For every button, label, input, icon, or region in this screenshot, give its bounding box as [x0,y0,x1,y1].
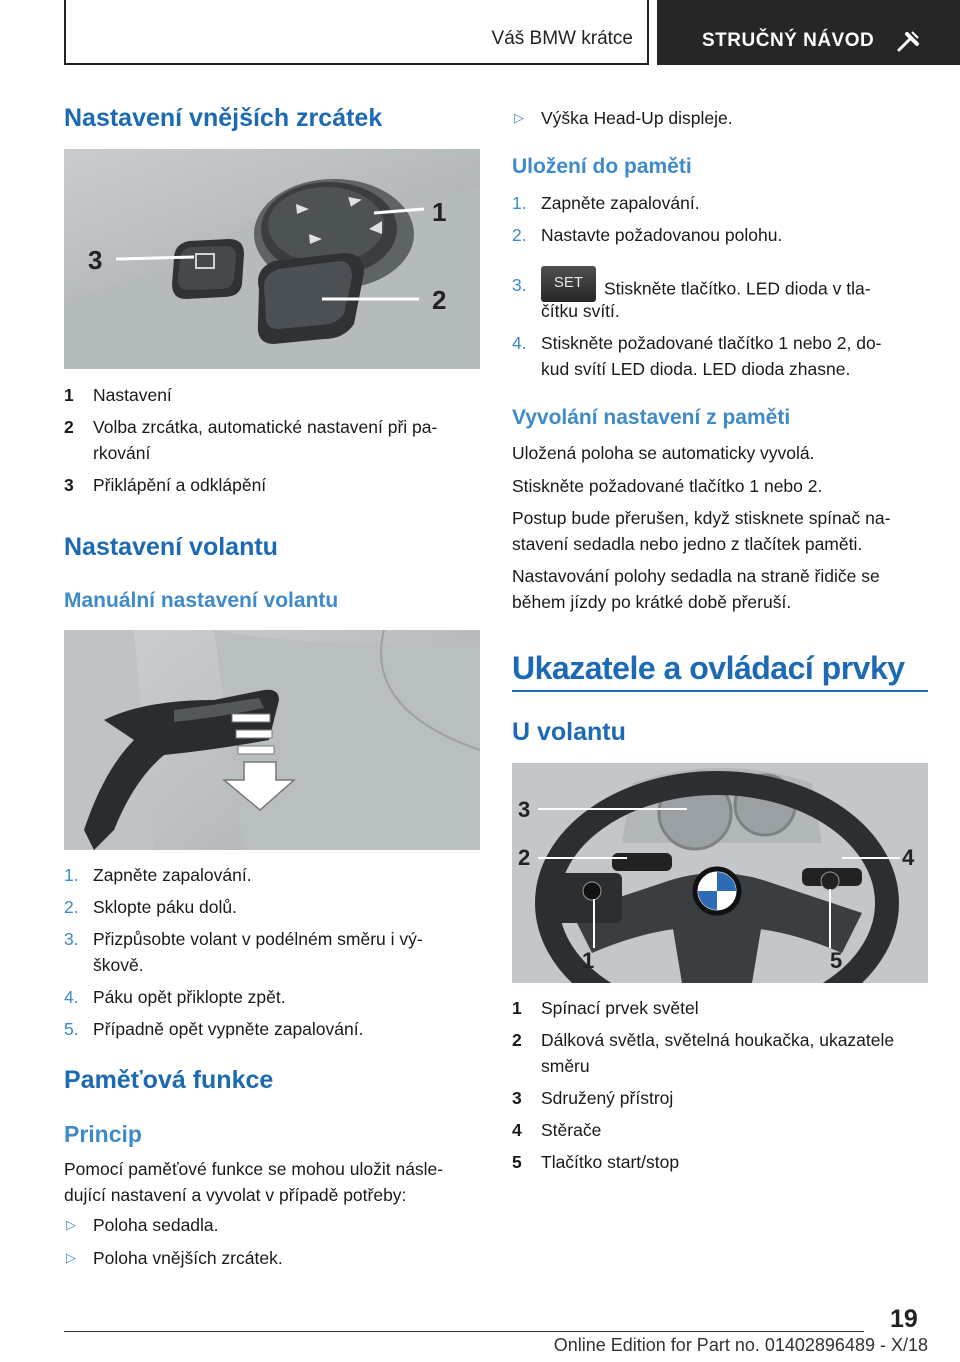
recall-text: Postup bude přerušen, když stisknete spínač na‐ [512,508,891,528]
step-text: Sklopte páku dolů. [93,897,237,917]
step-text: Stiskněte požadované tlačítko 1 nebo 2, do‐ [541,333,882,353]
step-number: 3. [64,929,79,949]
mirror-callout-2: 2 [432,285,447,315]
header-section-label: Váš BMW krátce [491,28,633,49]
step-text: čítku svítí. [541,301,620,321]
step-number: 3. [512,275,527,295]
step-number: 1. [64,865,79,885]
header-underline [64,63,649,65]
step-number: 2. [512,225,527,245]
legend-number: 3 [64,475,74,495]
legend-text: Tlačítko start/stop [541,1152,680,1172]
manual-steering-heading: Manuální nastavení volantu [64,589,339,612]
step-number: 5. [64,1019,79,1039]
recall-heading: Vyvolání nastavení z paměti [512,406,791,429]
legend-text: Spínací prvek světel [541,998,699,1018]
legend-text: Nastavení [93,385,172,405]
page-number: 19 [890,1305,918,1333]
bullet-triangle-icon: ▷ [514,110,524,125]
wheel-callout-4: 4 [902,845,915,870]
bullet-text: Poloha sedadla. [93,1215,219,1235]
steering-lever-image [64,630,480,850]
memory-heading: Paměťová funkce [64,1066,274,1094]
legend-number: 3 [512,1088,522,1108]
legend-text: rkování [93,443,151,463]
header-divider-right [647,0,649,65]
legend-text: Volba zrcátka, automatické nastavení při pa‐ [93,417,438,437]
bullet-text: Výška Head-Up displeje. [541,108,733,128]
legend-text: Sdružený přístroj [541,1088,674,1108]
recall-text: během jízdy po krátké době přeruší. [512,592,792,612]
footer-edition: Online Edition for Part no. 01402896489 - X/18 [553,1335,928,1355]
wheel-callout-5: 5 [830,948,843,973]
recall-text: Nastavování polohy sedadla na straně řidiče se [512,566,880,586]
step-number: 1. [512,193,527,213]
mirror-callout-3: 3 [88,245,103,275]
step-text: Případně opět vypněte zapalování. [93,1019,364,1039]
legend-number: 5 [512,1152,522,1172]
principle-text: dující nastavení a vyvolat v případě potřeby: [64,1185,407,1205]
controls-heading-underline [512,690,928,692]
step-text: škově. [93,955,144,975]
save-heading: Uložení do paměti [512,155,692,178]
step-number: 2. [64,897,79,917]
step-text-inline: Stiskněte tlačítko. LED dioda v tla‐ [604,278,871,299]
legend-number: 1 [512,998,522,1018]
wheel-callout-2: 2 [518,845,531,870]
footer-rule [64,1331,864,1332]
legend-number: 1 [64,385,74,405]
set-button-icon: SET [541,266,596,302]
bullet-text: Poloha vnějších zrcátek. [93,1248,283,1268]
header-chapter-label: STRUČNÝ NÁVOD [702,30,875,51]
step-text: Zapněte zapalování. [541,193,700,213]
step-text: kud svítí LED dioda. LED dioda zhasne. [541,359,851,379]
legend-text: směru [541,1056,590,1076]
mirrors-heading: Nastavení vnějších zrcátek [64,104,383,132]
mirror-callout-1: 1 [432,197,447,227]
header-chapter-tab [657,0,960,65]
legend-text: Přiklápění a odklápění [93,475,267,495]
steering-wheel-image [512,763,928,983]
recall-text: Uložená poloha se automaticky vyvolá. [512,443,815,463]
wheel-callout-1: 1 [582,948,595,973]
step-number: 4. [512,333,527,353]
quick-guide-icon [897,30,921,52]
recall-text: stavení sedadla nebo jedno z tlačítek paměti. [512,534,863,554]
wheel-callout-3: 3 [518,797,531,822]
legend-number: 4 [512,1120,522,1140]
legend-text: Dálková světla, světelná houkačka, ukazatele [541,1030,895,1050]
steering-heading: Nastavení volantu [64,533,278,561]
controls-heading: Ukazatele a ovládací prvky [512,650,905,686]
legend-number: 2 [512,1030,522,1050]
step-text: Páku opět přiklopte zpět. [93,987,286,1007]
bullet-triangle-icon: ▷ [66,1250,76,1265]
wheel-heading: U volantu [512,718,626,746]
principle-heading: Princip [64,1121,142,1147]
bullet-triangle-icon: ▷ [66,1217,76,1232]
step-text: Zapněte zapalování. [93,865,252,885]
mirror-controls-image [64,149,480,369]
step-text: Nastavte požadovanou polohu. [541,225,783,245]
principle-text: Pomocí paměťové funkce se mohou uložit násle‐ [64,1159,444,1179]
recall-text: Stiskněte požadované tlačítko 1 nebo 2. [512,476,823,496]
step-text: Přizpůsobte volant v podélném směru i vý‐ [93,929,423,949]
legend-text: Stěrače [541,1120,602,1140]
header-section-tab [66,0,647,63]
step-number: 4. [64,987,79,1007]
legend-number: 2 [64,417,74,437]
